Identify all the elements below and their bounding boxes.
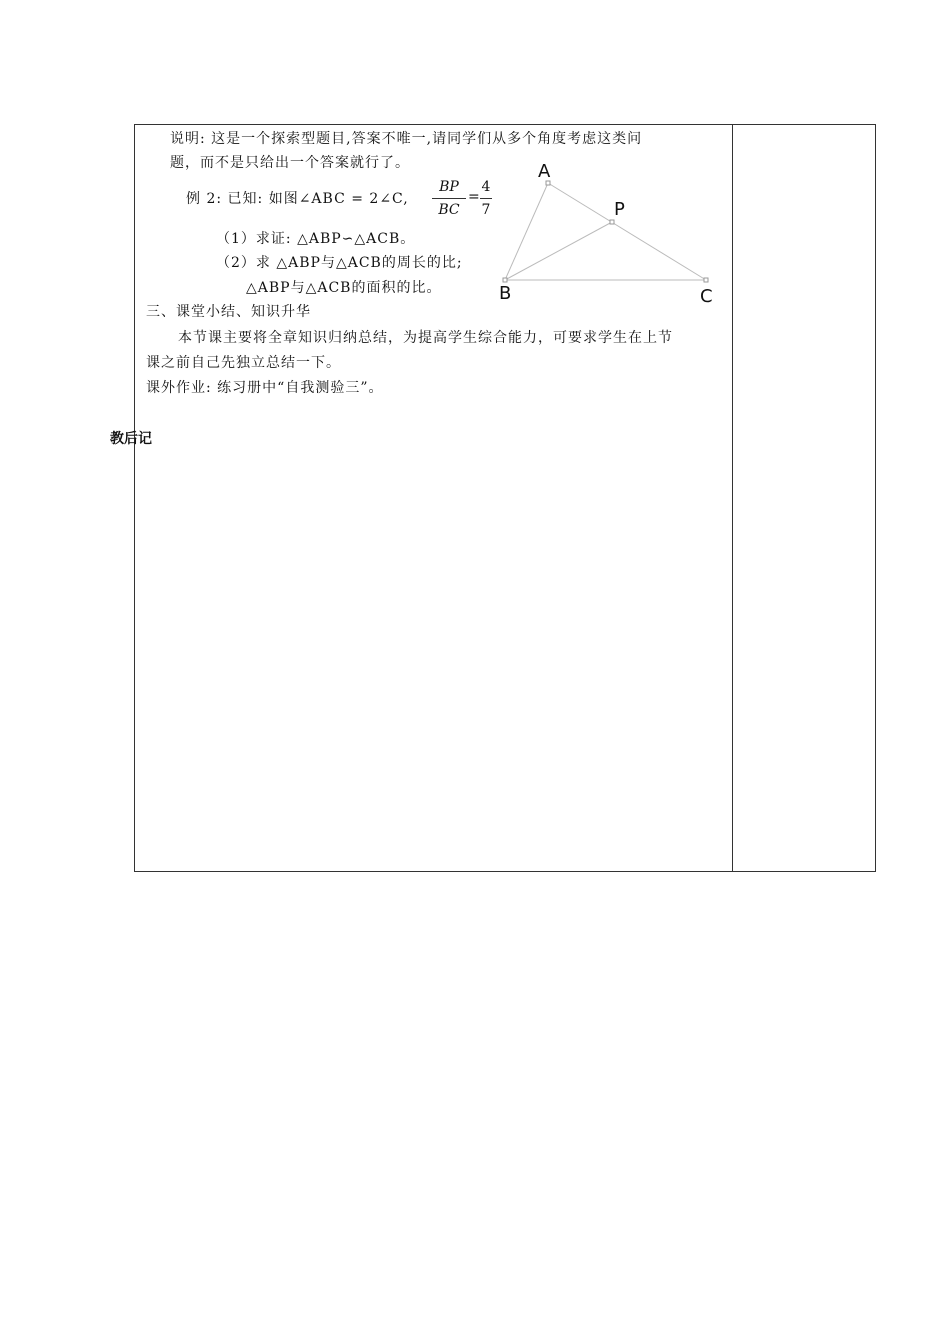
vertex-C-marker	[704, 278, 708, 282]
value-numerator: 4	[481, 179, 491, 195]
equals-sign: =	[468, 189, 480, 205]
question-2-part-b: △ABP与△ACB的面积的比。	[246, 280, 442, 296]
homework-line: 课外作业: 练习册中“自我测验三”。	[146, 380, 384, 396]
summary-line-1: 本节课主要将全章知识归纳总结，为提高学生综合能力，可要求学生在上节	[178, 330, 673, 346]
postscript-label: 教后记	[110, 431, 152, 447]
fraction-denominator: BC	[438, 202, 460, 218]
label-B: B	[499, 283, 512, 304]
label-A: A	[538, 161, 551, 182]
point-P-marker	[610, 220, 614, 224]
fraction-numerator: BP	[439, 179, 459, 195]
question-2: （2）求 △ABP与△ACB的周长的比;	[216, 255, 463, 271]
value-denominator: 7	[481, 202, 491, 218]
label-C: C	[700, 286, 713, 307]
vertex-B-marker	[503, 278, 507, 282]
label-P: P	[614, 199, 625, 220]
question-1: （1）求证: △ABP∽△ACB。	[216, 231, 416, 247]
segment-AC	[548, 183, 706, 280]
segment-BP	[505, 222, 612, 280]
section-3-heading: 三、课堂小结、知识升华	[146, 304, 311, 320]
summary-line-2: 课之前自己先独立总结一下。	[146, 355, 341, 371]
note-line-1: 说明: 这是一个探索型题目,答案不唯一,请同学们从多个角度考虑这类问	[170, 131, 643, 147]
segment-AB	[505, 183, 548, 280]
example-2-statement: 例 2: 已知: 如图∠ABC = 2∠C,	[186, 191, 409, 207]
note-line-2: 题，而不是只给出一个答案就行了。	[170, 155, 410, 171]
